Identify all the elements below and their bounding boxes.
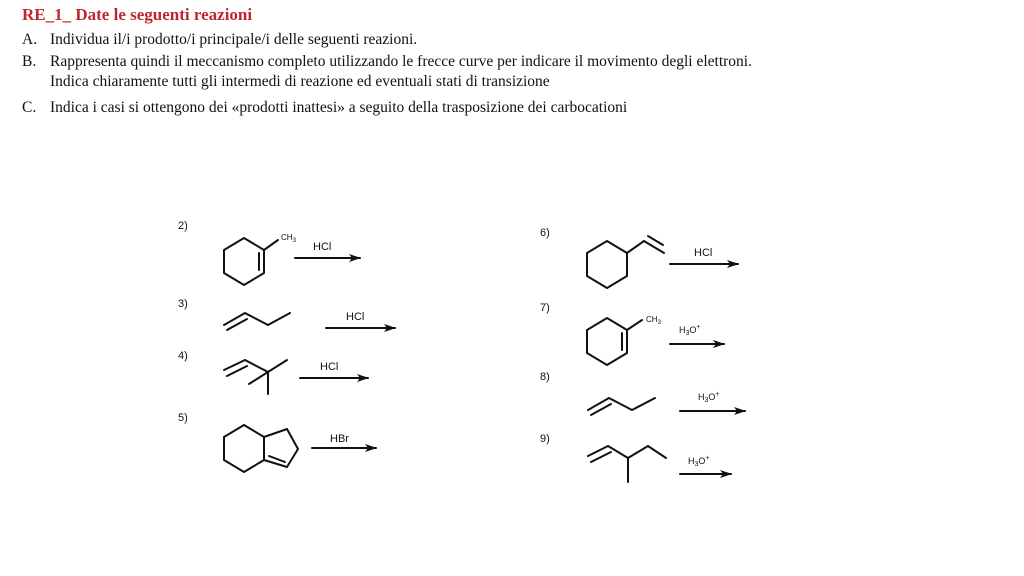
reaction-3-reagent: HCl: [346, 311, 365, 323]
reaction-7-number: 7): [540, 302, 550, 314]
reaction-5-reagent: HBr: [330, 433, 349, 445]
reaction-8-number: 8): [540, 371, 550, 383]
reaction-7-structure: [587, 318, 642, 365]
reaction-9-structure: [588, 446, 666, 482]
instruction-a-letter: A.: [22, 31, 38, 48]
instruction-b-letter: B.: [22, 53, 37, 70]
reaction-4-reagent: HCl: [320, 361, 339, 373]
instruction-b-continuation: Indica chiaramente tutti gli intermedi di reazione ed eventuali stati di transizione: [50, 73, 550, 90]
instruction-c-text: Indica i casi si ottengono dei «prodotti inattesi» a seguito della trasposizione dei carbocationi: [50, 99, 628, 116]
reaction-7-methyl-label: $CH_3$: [646, 315, 661, 326]
exercise-title: RE_1_ Date le seguenti reazioni: [22, 5, 253, 24]
reaction-4-structure: [224, 360, 287, 394]
reaction-8-structure: [588, 398, 655, 415]
reaction-5-number: 5): [178, 412, 188, 424]
reaction-6-structure: [587, 236, 664, 288]
reaction-2-methyl-label: $CH_3$: [281, 233, 296, 244]
reaction-6-number: 6): [540, 227, 550, 239]
reaction-9-reagent: $H_3O^+$: [688, 455, 710, 468]
reaction-5-structure: [224, 425, 298, 472]
instruction-a-text: Individua il/i prodotto/i principale/i delle seguenti reazioni.: [50, 31, 418, 48]
reaction-8-reagent: $H_3O^+$: [698, 391, 720, 404]
reaction-6-reagent: HCl: [694, 247, 713, 259]
reaction-3-number: 3): [178, 298, 188, 310]
reaction-2-reagent: HCl: [313, 241, 332, 253]
instruction-c-letter: C.: [22, 99, 37, 116]
reaction-3-structure: [224, 313, 290, 330]
instruction-b-text: Rappresenta quindi il meccanismo completo utilizzando le frecce curve per indicare il movimento degli elettroni.: [50, 53, 752, 70]
reaction-7-reagent: $H_3O^+$: [679, 324, 701, 337]
reaction-2-number: 2): [178, 220, 188, 232]
reaction-9-number: 9): [540, 433, 550, 445]
reaction-4-number: 4): [178, 350, 188, 362]
reaction-2-structure: [224, 238, 278, 285]
